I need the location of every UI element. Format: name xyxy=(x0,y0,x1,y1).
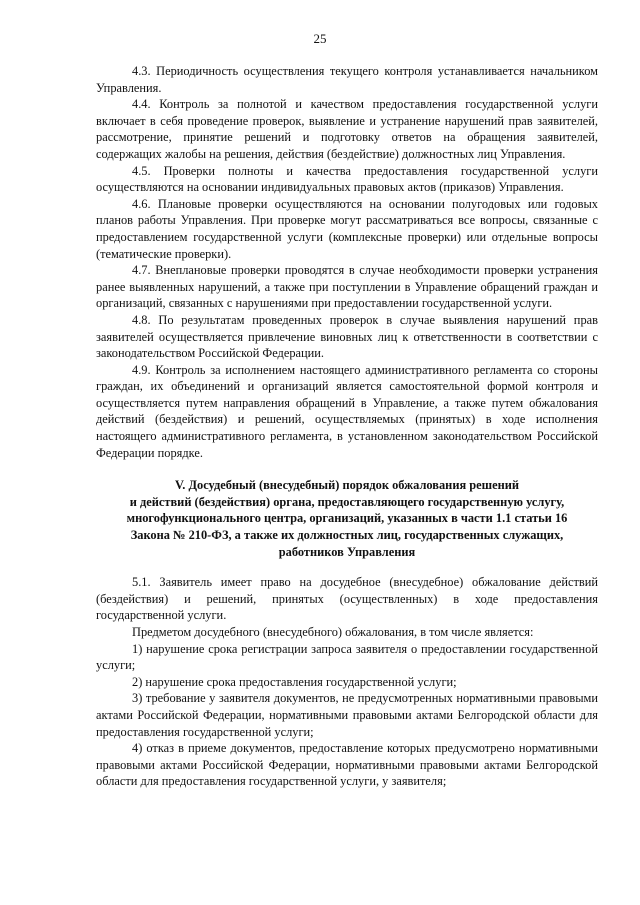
section-heading-line: и действий (бездействия) органа, предоставляющего государственную услугу, xyxy=(129,494,565,509)
paragraph-4-5: 4.5. Проверки полноты и качества предоставления государственной услуги осуществляются на основании индивидуальных правовых актов (приказов) Управления. xyxy=(96,163,598,195)
list-item-1: 1) нарушение срока регистрации запроса заявителя о предоставлении государственной услуги; xyxy=(96,641,598,673)
section-v-heading xyxy=(96,477,598,560)
section-heading-line: V. Досудебный (внесудебный) порядок обжалования решений xyxy=(174,478,520,493)
list-item-2: 2) нарушение срока предоставления государственной услуги; xyxy=(132,674,457,689)
paragraph-4-6: 4.6. Плановые проверки осуществляются на основании полугодовых или годовых планов работы Управления. При проверке могут рассматриваться все вопросы, связанные с предоставлением государственной услуги (комплексные проверки) или отдельные вопросы (тематические проверки). xyxy=(96,196,598,261)
section-heading-line: Закона № 210-ФЗ, а также их должностных лиц, государственных служащих, xyxy=(130,528,564,543)
paragraph-4-7: 4.7. Внеплановые проверки проводятся в случае необходимости проверки устранения ранее выявленных нарушений, а также при поступлении в Управление обращений граждан и организаций, связанных с нарушениями при предоставлении государственной услуги. xyxy=(96,263,598,311)
paragraph-4-3: 4.3. Периодичность осуществления текущего контроля устанавливается начальником Управления. xyxy=(96,64,598,95)
page-number: 25 xyxy=(313,31,327,46)
paragraph-5-1: 5.1. Заявитель имеет право на досудебное (внесудебное) обжалование действий (бездействия) и решений, принятых (осуществленных) в ходе предоставления государственной услуги. xyxy=(96,575,598,623)
paragraph-appeal-subject: Предметом досудебного (внесудебного) обжалования, в том числе является: xyxy=(132,625,534,639)
section-heading-line: работников Управления xyxy=(278,544,416,559)
section-heading-line: многофункционального центра, организаций, указанных в части 1.1 статьи 16 xyxy=(126,511,568,526)
list-item-3: 3) требование у заявителя документов, не предусмотренных нормативными правовыми актами Российской Федерации, нормативными правовыми актами Белгородской области для предоставления государственной услуги; xyxy=(96,691,598,739)
document-body xyxy=(96,63,598,790)
paragraph-4-8: 4.8. По результатам проведенных проверок в случае выявления нарушений прав заявителей осуществляется привлечение виновных лиц к ответственности в соответствии с законодательством Российской Федерации. xyxy=(96,312,598,361)
list-item-4: 4) отказ в приеме документов, предоставление которых предусмотрено нормативными правовыми актами Российской Федерации, нормативными правовыми актами Белгородской области для предоставления государственной услуги, у заявителя; xyxy=(96,741,598,789)
paragraph-4-4: 4.4. Контроль за полнотой и качеством предоставления государственной услуги включает в себя проведение проверок, выявление и устранение нарушений прав заявителей, рассмотрение, принятие решений и подготовку ответов на обращения заявителей, содержащих жалобы на решения, действия (бездействие) должностных лиц Управления. xyxy=(96,97,598,161)
paragraph-4-9: 4.9. Контроль за исполнением настоящего административного регламента со стороны граждан, их объединений и организаций является самостоятельной формой контроля и осуществляется путем направления обращений в Управление, а также путем обжалования действий (бездействия) и решений, осуществляемых (принятых) в ходе исполнения настоящего административного регламента, в установленном законодательством Российской Федерации порядке. xyxy=(96,362,598,460)
